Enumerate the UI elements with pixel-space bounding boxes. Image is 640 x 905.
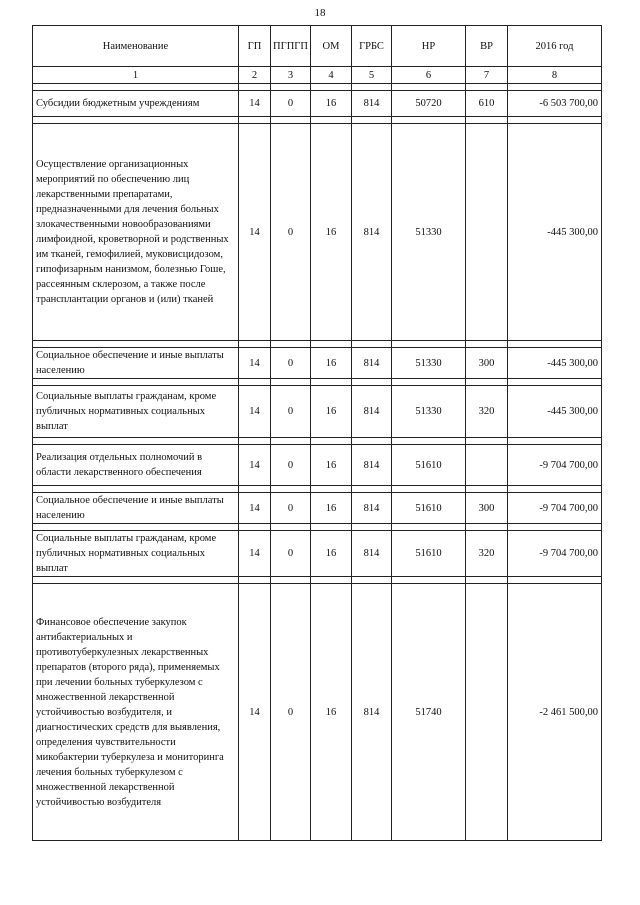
budget-table <box>32 25 602 841</box>
row-grbs: 814 <box>352 348 392 379</box>
row-grbs: 814 <box>352 584 392 841</box>
row-vr: 320 <box>466 531 508 577</box>
row-om: 16 <box>311 386 352 438</box>
row-name: Реализация отдельных полномочий в области лекарственного обеспечения <box>33 445 239 486</box>
row-nr: 51610 <box>392 445 466 486</box>
row-amount: -445 300,00 <box>508 386 602 438</box>
row-nr: 51330 <box>392 348 466 379</box>
spacer-row <box>33 438 602 445</box>
row-amount: -445 300,00 <box>508 348 602 379</box>
row-grbs: 814 <box>352 386 392 438</box>
col-number: 2 <box>239 67 271 84</box>
row-name: Финансовое обеспечение закупок антибактериальных и противотуберкулезных лекарственных препаратов (второго ряда), применяемых при лечении больных туберкулезом с множественной лекарственной устойчивостью возбудителя, и диагностических средств для выявления, определения чувствительности микобактерии туберкулеза и мониторинга лечения больных туберкулезом с множественной лекарственной устойчивостью возбудителя <box>33 584 239 841</box>
row-amount: -2 461 500,00 <box>508 584 602 841</box>
row-vr: 300 <box>466 493 508 524</box>
row-nr: 50720 <box>392 91 466 117</box>
row-name: Социальное обеспечение и иные выплаты населению <box>33 493 239 524</box>
row-vr: 300 <box>466 348 508 379</box>
row-om: 16 <box>311 348 352 379</box>
row-gp: 14 <box>239 386 271 438</box>
row-amount: -6 503 700,00 <box>508 91 602 117</box>
row-name: Осуществление организационных мероприятий по обеспечению лиц лекарственными препаратами, предназначенными для лечения больных злокачественными новообразованиями лимфоидной, кроветворной и родственных им тканей, гемофилией, муковисцидозом, гипофизарным нанизмом, болезнью Гоше, рассеянным склерозом, а также после трансплантации органов и (или) тканей <box>33 124 239 341</box>
row-om: 16 <box>311 531 352 577</box>
col-number: 6 <box>392 67 466 84</box>
table-row <box>33 91 602 117</box>
row-pgp: 0 <box>271 386 311 438</box>
row-gp: 14 <box>239 124 271 341</box>
row-pgp: 0 <box>271 531 311 577</box>
row-nr: 51610 <box>392 493 466 524</box>
row-grbs: 814 <box>352 124 392 341</box>
row-amount: -9 704 700,00 <box>508 531 602 577</box>
row-vr <box>466 584 508 841</box>
spacer-row <box>33 117 602 124</box>
row-grbs: 814 <box>352 493 392 524</box>
col-number: 1 <box>33 67 239 84</box>
table-row <box>33 445 602 486</box>
row-pgp: 0 <box>271 493 311 524</box>
col-header-name: Наименование <box>33 26 239 67</box>
row-om: 16 <box>311 445 352 486</box>
row-om: 16 <box>311 584 352 841</box>
table-row <box>33 584 602 841</box>
row-pgp: 0 <box>271 584 311 841</box>
spacer-row <box>33 341 602 348</box>
spacer-row <box>33 486 602 493</box>
spacer-row <box>33 379 602 386</box>
table-row <box>33 348 602 379</box>
row-name: Субсидии бюджетным учреждениям <box>33 91 239 117</box>
col-header-nr: НР <box>392 26 466 67</box>
row-gp: 14 <box>239 493 271 524</box>
page-number: 18 <box>314 7 326 19</box>
row-gp: 14 <box>239 348 271 379</box>
row-pgp: 0 <box>271 348 311 379</box>
table-row <box>33 386 602 438</box>
row-grbs: 814 <box>352 531 392 577</box>
col-header-om: ОМ <box>311 26 352 67</box>
table-row <box>33 493 602 524</box>
row-amount: -445 300,00 <box>508 124 602 341</box>
row-name: Социальное обеспечение и иные выплаты населению <box>33 348 239 379</box>
row-grbs: 814 <box>352 445 392 486</box>
spacer-row <box>33 577 602 584</box>
row-amount: -9 704 700,00 <box>508 445 602 486</box>
col-number: 5 <box>352 67 392 84</box>
row-nr: 51610 <box>392 531 466 577</box>
row-om: 16 <box>311 493 352 524</box>
row-name: Социальные выплаты гражданам, кроме публичных нормативных социальных выплат <box>33 386 239 438</box>
row-nr: 51330 <box>392 124 466 341</box>
row-gp: 14 <box>239 445 271 486</box>
row-nr: 51330 <box>392 386 466 438</box>
spacer-row <box>33 84 602 91</box>
spacer-row <box>33 524 602 531</box>
col-header-grbs: ГРБС <box>352 26 392 67</box>
row-vr <box>466 124 508 341</box>
row-vr: 610 <box>466 91 508 117</box>
row-pgp: 0 <box>271 445 311 486</box>
row-gp: 14 <box>239 91 271 117</box>
row-gp: 14 <box>239 584 271 841</box>
col-number: 3 <box>271 67 311 84</box>
col-number: 4 <box>311 67 352 84</box>
row-vr <box>466 445 508 486</box>
row-amount: -9 704 700,00 <box>508 493 602 524</box>
col-header-pgp: ПГПГП <box>271 26 311 67</box>
col-header-year: 2016 год <box>508 26 602 67</box>
row-name: Социальные выплаты гражданам, кроме публичных нормативных социальных выплат <box>33 531 239 577</box>
row-nr: 51740 <box>392 584 466 841</box>
row-om: 16 <box>311 124 352 341</box>
row-om: 16 <box>311 91 352 117</box>
col-header-vr: ВР <box>466 26 508 67</box>
column-number-row <box>33 67 602 84</box>
table-row <box>33 124 602 341</box>
col-number: 8 <box>508 67 602 84</box>
row-pgp: 0 <box>271 91 311 117</box>
row-grbs: 814 <box>352 91 392 117</box>
row-pgp: 0 <box>271 124 311 341</box>
row-vr: 320 <box>466 386 508 438</box>
row-gp: 14 <box>239 531 271 577</box>
col-number: 7 <box>466 67 508 84</box>
col-header-gp: ГП <box>239 26 271 67</box>
header-row <box>33 26 602 67</box>
table-row <box>33 531 602 577</box>
